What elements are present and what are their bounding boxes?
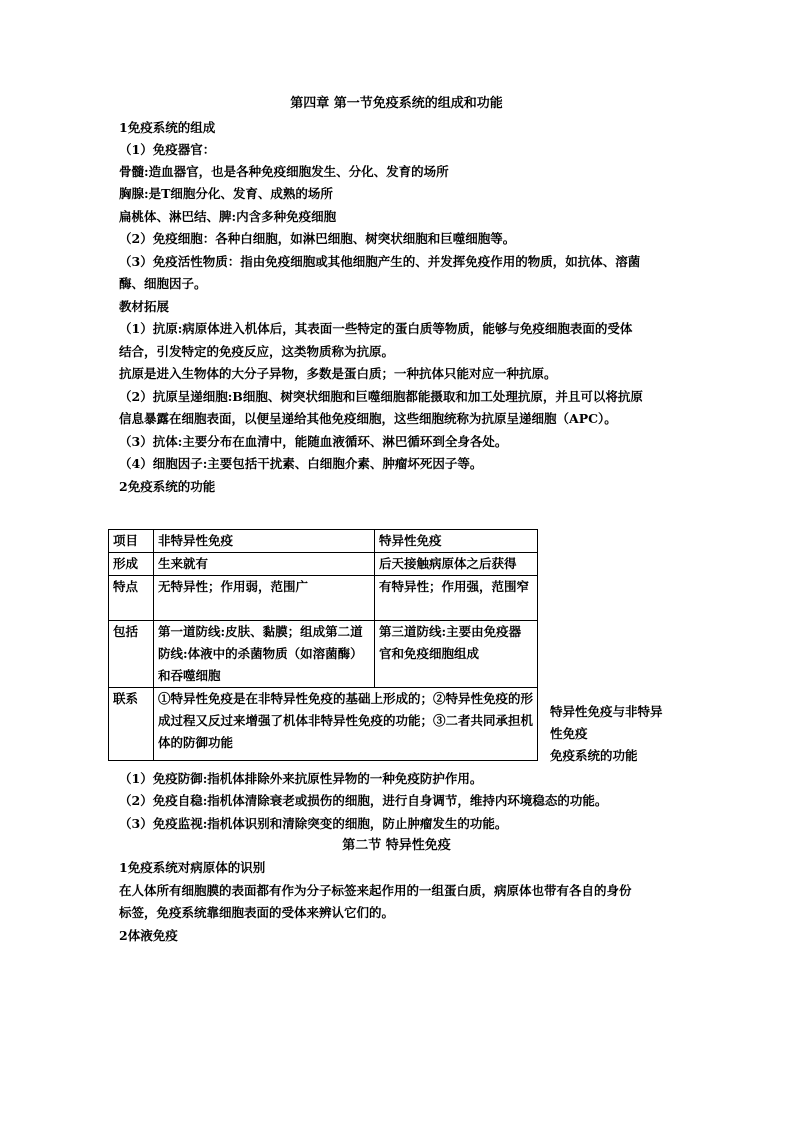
antigen-text-2: 结合，引发特定的免疫反应，这类物质称为抗原。 xyxy=(119,344,395,359)
table-row xyxy=(109,576,538,621)
section-title: 第二节 特异性免疫 xyxy=(342,838,451,853)
table-row xyxy=(109,553,538,576)
active-substances-text-2: 酶、细胞因子。 xyxy=(119,276,207,291)
immunity-comparison-table xyxy=(108,529,538,761)
chapter-title: 第四章 第一节免疫系统的组成和功能 xyxy=(290,96,503,111)
tonsil-text: 扁桃体、淋巴结、脾:内含多种免疫细胞 xyxy=(119,209,337,224)
table-header-cell: 特异性免疫 xyxy=(375,530,538,553)
table-cell: 形成 xyxy=(109,553,154,576)
table-cell: 联系 xyxy=(109,688,154,761)
homeostasis-text: （2）免疫自稳:指机体清除衰老或损伤的细胞，进行自身调节，维持内环境稳态的功能。 xyxy=(119,793,608,808)
table-row-relation xyxy=(109,688,538,761)
organs-heading: （1）免疫器官： xyxy=(119,142,216,157)
composition-heading: 1免疫系统的组成 xyxy=(119,120,216,135)
recognition-text-1: 在人体所有细胞膜的表面都有作为分子标签来起作用的一组蛋白质，病原体也带有各自的身份 xyxy=(119,883,632,898)
defense-text: （1）免疫防御:指机体排除外来抗原性异物的一种免疫防护作用。 xyxy=(119,771,483,786)
side-note-line-3: 免疫系统的功能 xyxy=(550,748,638,763)
surveillance-text: （3）免疫监视:指机体识别和清除突变的细胞，防止肿瘤发生的功能。 xyxy=(119,816,508,831)
cytokine-text: （4）细胞因子:主要包括干扰素、白细胞介素、肿瘤坏死因子等。 xyxy=(119,456,483,471)
table-cell-relation: ①特异性免疫是在非特异性免疫的基础上形成的；②特异性免疫的形成过程又反过来增强了机体非特异性免疫的功能；③二者共同承担机体的防御功能 xyxy=(154,688,538,761)
table-header-row xyxy=(109,530,538,553)
antibody-text: （3）抗体:主要分布在血清中，能随血液循环、淋巴循环到全身各处。 xyxy=(119,434,508,449)
apc-text-1: （2）抗原呈递细胞:B细胞、树突状细胞和巨噬细胞都能摄取和加工处理抗原，并且可以将抗原 xyxy=(119,389,643,404)
table-cell: 包括 xyxy=(109,621,154,688)
table-cell: 无特异性；作用弱，范围广 xyxy=(154,576,375,621)
active-substances-text-1: （3）免疫活性物质：指由免疫细胞或其他细胞产生的、并发挥免疫作用的物质，如抗体、溶菌 xyxy=(119,254,641,269)
apc-text-2: 信息暴露在细胞表面，以便呈递给其他免疫细胞，这些细胞统称为抗原呈递细胞（APC）。 xyxy=(119,411,617,426)
immune-cells-text: （2）免疫细胞：各种白细胞，如淋巴细胞、树突状细胞和巨噬细胞等。 xyxy=(119,231,516,246)
bone-marrow-text: 骨髓:造血器官，也是各种免疫细胞发生、分化、发育的场所 xyxy=(119,164,449,179)
table-cell: 生来就有 xyxy=(154,553,375,576)
table-cell: 有特异性；作用强，范围窄 xyxy=(375,576,538,621)
humoral-heading: 2体液免疫 xyxy=(119,928,178,943)
table-cell: 第一道防线:皮肤、黏膜；组成第二道防线:体液中的杀菌物质（如溶菌酶）和吞噬细胞 xyxy=(154,621,375,688)
table-cell: 后天接触病原体之后获得 xyxy=(375,553,538,576)
table-header-cell: 非特异性免疫 xyxy=(154,530,375,553)
antigen-text-1: （1）抗原:病原体进入机体后，其表面一些特定的蛋白质等物质，能够与免疫细胞表面的受体 xyxy=(119,321,633,336)
function-heading: 2免疫系统的功能 xyxy=(119,479,216,494)
table-cell: 特点 xyxy=(109,576,154,621)
recognition-heading: 1免疫系统对病原体的识别 xyxy=(119,860,266,875)
side-note-line-2: 性免疫 xyxy=(550,726,588,741)
recognition-text-2: 标签，免疫系统靠细胞表面的受体来辨认它们的。 xyxy=(119,905,395,920)
thymus-text: 胸腺:是T细胞分化、发育、成熟的场所 xyxy=(119,186,333,201)
table-row xyxy=(109,621,538,688)
table-header-cell: 项目 xyxy=(109,530,154,553)
extension-heading: 教材拓展 xyxy=(119,299,170,314)
side-note-line-1: 特异性免疫与非特异 xyxy=(550,704,663,719)
table-cell: 第三道防线:主要由免疫器官和免疫细胞组成 xyxy=(375,621,538,688)
antigen-text-3: 抗原是进入生物体的大分子异物，多数是蛋白质；一种抗体只能对应一种抗原。 xyxy=(119,366,557,381)
